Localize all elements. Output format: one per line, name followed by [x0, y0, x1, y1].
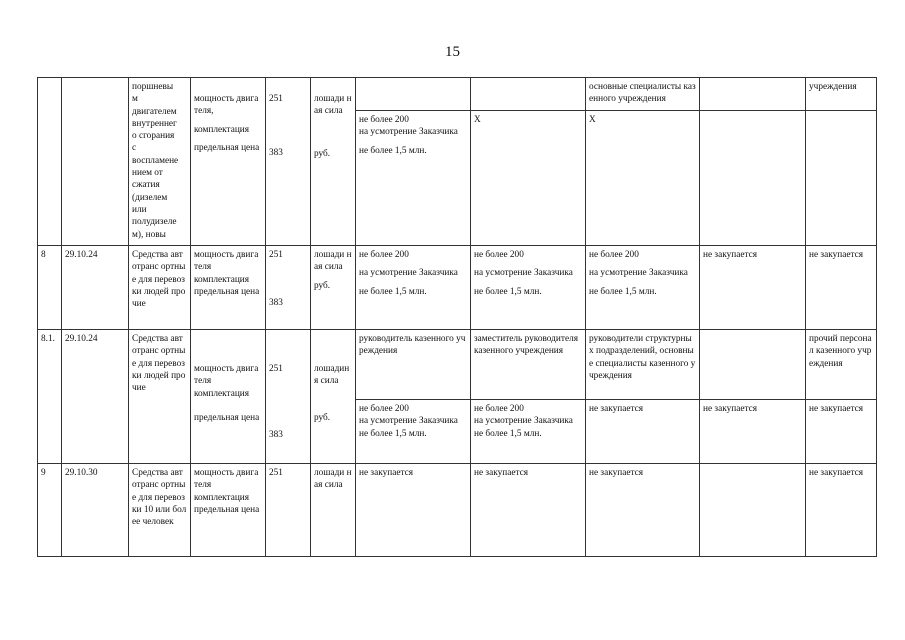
- cell-col8: не закупается: [471, 464, 586, 557]
- cell-col9: не закупается: [586, 464, 700, 557]
- cell-characteristics: мощность двигателя комплектация предельная цена: [191, 330, 266, 464]
- cell-name: Средства автотранс ортные для перевозки людей прочие: [129, 246, 191, 330]
- cell-unit: лошадин я сила руб.: [311, 330, 356, 464]
- cell-characteristics: мощность двигателя комплектация предельная цена: [191, 464, 266, 557]
- cell-okei-code: 251 383: [266, 330, 311, 464]
- cell-col7: не закупается: [356, 464, 471, 557]
- cell-col11: не закупается: [806, 400, 877, 464]
- cell-name: Средства автотранс ортные для перевозки 10 или более человек: [129, 464, 191, 557]
- cell-col9: X: [586, 111, 700, 246]
- cell-num: [38, 78, 62, 246]
- cell-unit: лошади ная сила руб.: [311, 78, 356, 246]
- page-number: 15: [445, 44, 460, 60]
- cell-col11: [806, 111, 877, 246]
- cell-code: [62, 78, 129, 246]
- cell-col11: учреждения: [806, 78, 877, 111]
- cell-okei-code: 251: [266, 464, 311, 557]
- cell-col7: не более 200 на усмотрение Заказчика не более 1,5 млн.: [356, 111, 471, 246]
- cell-col10: [700, 464, 806, 557]
- cell-col10: [700, 330, 806, 400]
- cell-col9: основные специалисты казенного учреждения: [586, 78, 700, 111]
- cell-characteristics: мощность двигателя, комплектация предельная цена: [191, 78, 266, 246]
- cell-code: 29.10.30: [62, 464, 129, 557]
- cell-unit: лошади ная сила: [311, 464, 356, 557]
- cell-col11: не закупается: [806, 464, 877, 557]
- cell-col7: руководитель казенного учреждения: [356, 330, 471, 400]
- cell-col7: не более 200 на усмотрение Заказчика не более 1,5 млн.: [356, 246, 471, 330]
- cell-col10: [700, 111, 806, 246]
- cell-col9: не закупается: [586, 400, 700, 464]
- cell-col8: не более 200 на усмотрение Заказчика не более 1,5 млн.: [471, 400, 586, 464]
- cell-num: 8: [38, 246, 62, 330]
- cell-num: 8.1.: [38, 330, 62, 464]
- cell-col8: X: [471, 111, 586, 246]
- cell-code: 29.10.24: [62, 330, 129, 464]
- cell-okei-code: 251 383: [266, 246, 311, 330]
- cell-col7: [356, 78, 471, 111]
- cell-col9: руководители структурных подразделений, основные специалисты казенного учреждения: [586, 330, 700, 400]
- table-row: [38, 330, 877, 400]
- cell-col10: не закупается: [700, 246, 806, 330]
- cell-name: Средства автотранс ортные для перевозки людей прочие: [129, 330, 191, 464]
- cell-col8: заместитель руководителя казенного учреждения: [471, 330, 586, 400]
- table-row: [38, 246, 877, 330]
- requirements-table: [37, 77, 877, 557]
- cell-col10: [700, 78, 806, 111]
- cell-col8: не более 200 на усмотрение Заказчика не более 1,5 млн.: [471, 246, 586, 330]
- cell-code: 29.10.24: [62, 246, 129, 330]
- cell-col9: не более 200 на усмотрение Заказчика не более 1,5 млн.: [586, 246, 700, 330]
- cell-col10: не закупается: [700, 400, 806, 464]
- cell-col11: не закупается: [806, 246, 877, 330]
- cell-name: [129, 78, 191, 246]
- table-row: [38, 78, 877, 111]
- cell-okei-code: 251 383: [266, 78, 311, 246]
- name-lines: поршневы м двигателем внутреннег о сгорания с воспламене нием от сжатия (дизелем или полудизеле м), новы: [132, 82, 179, 240]
- cell-num: 9: [38, 464, 62, 557]
- table-row: [38, 464, 877, 557]
- cell-col7: не более 200 на усмотрение Заказчика не более 1,5 млн.: [356, 400, 471, 464]
- cell-characteristics: мощность двигателя комплектация предельная цена: [191, 246, 266, 330]
- cell-col8: [471, 78, 586, 111]
- cell-col11: прочий персонал казенного учреждения: [806, 330, 877, 400]
- cell-unit: лошади ная сила руб.: [311, 246, 356, 330]
